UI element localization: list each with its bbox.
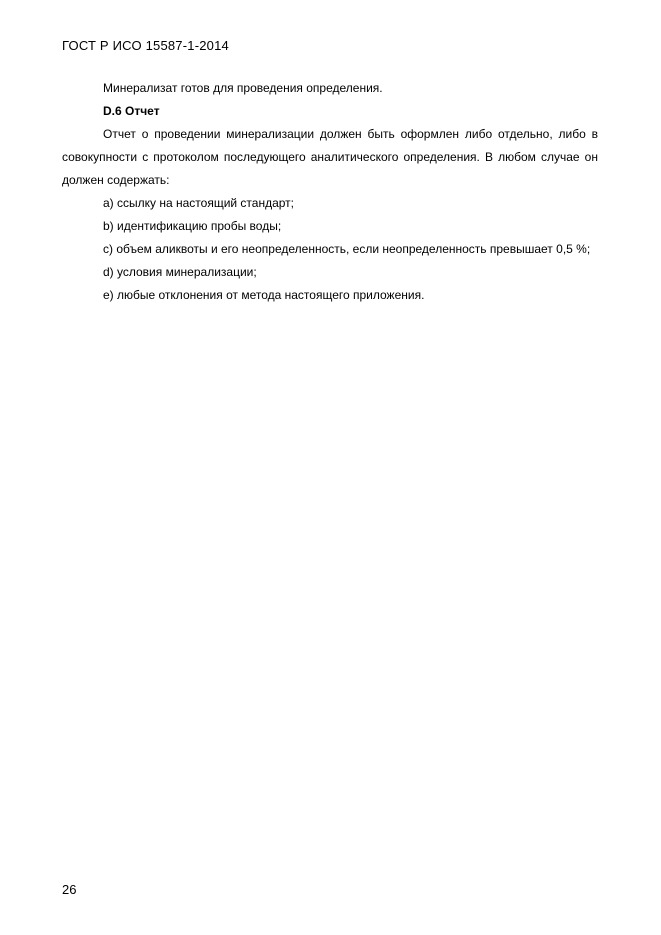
list-item-a: a) ссылку на настоящий стандарт; xyxy=(103,196,295,210)
document-header: ГОСТ Р ИСО 15587-1-2014 xyxy=(62,38,229,53)
list-item-e: e) любые отклонения от метода настоящего приложения. xyxy=(103,288,425,302)
list-item-d: d) условия минерализации; xyxy=(103,265,257,279)
list-item-c: c) объем аликвоты и его неопределенность, если неопределенность превышает 0,5 %; xyxy=(103,242,591,256)
list-item-b: b) идентификацию пробы воды; xyxy=(103,219,282,233)
document-body xyxy=(62,77,598,307)
paragraph-report-requirements: Отчет о проведении минерализации должен быть оформлен либо отдельно, либо в совокупности с протоколом последующего аналитического определения. В любом случае он должен содержать: xyxy=(62,127,598,187)
section-heading-report: D.6 Отчет xyxy=(103,104,160,118)
page-number: 26 xyxy=(62,882,77,897)
paragraph-mineralizate-ready: Минерализат готов для проведения определения. xyxy=(103,81,383,95)
